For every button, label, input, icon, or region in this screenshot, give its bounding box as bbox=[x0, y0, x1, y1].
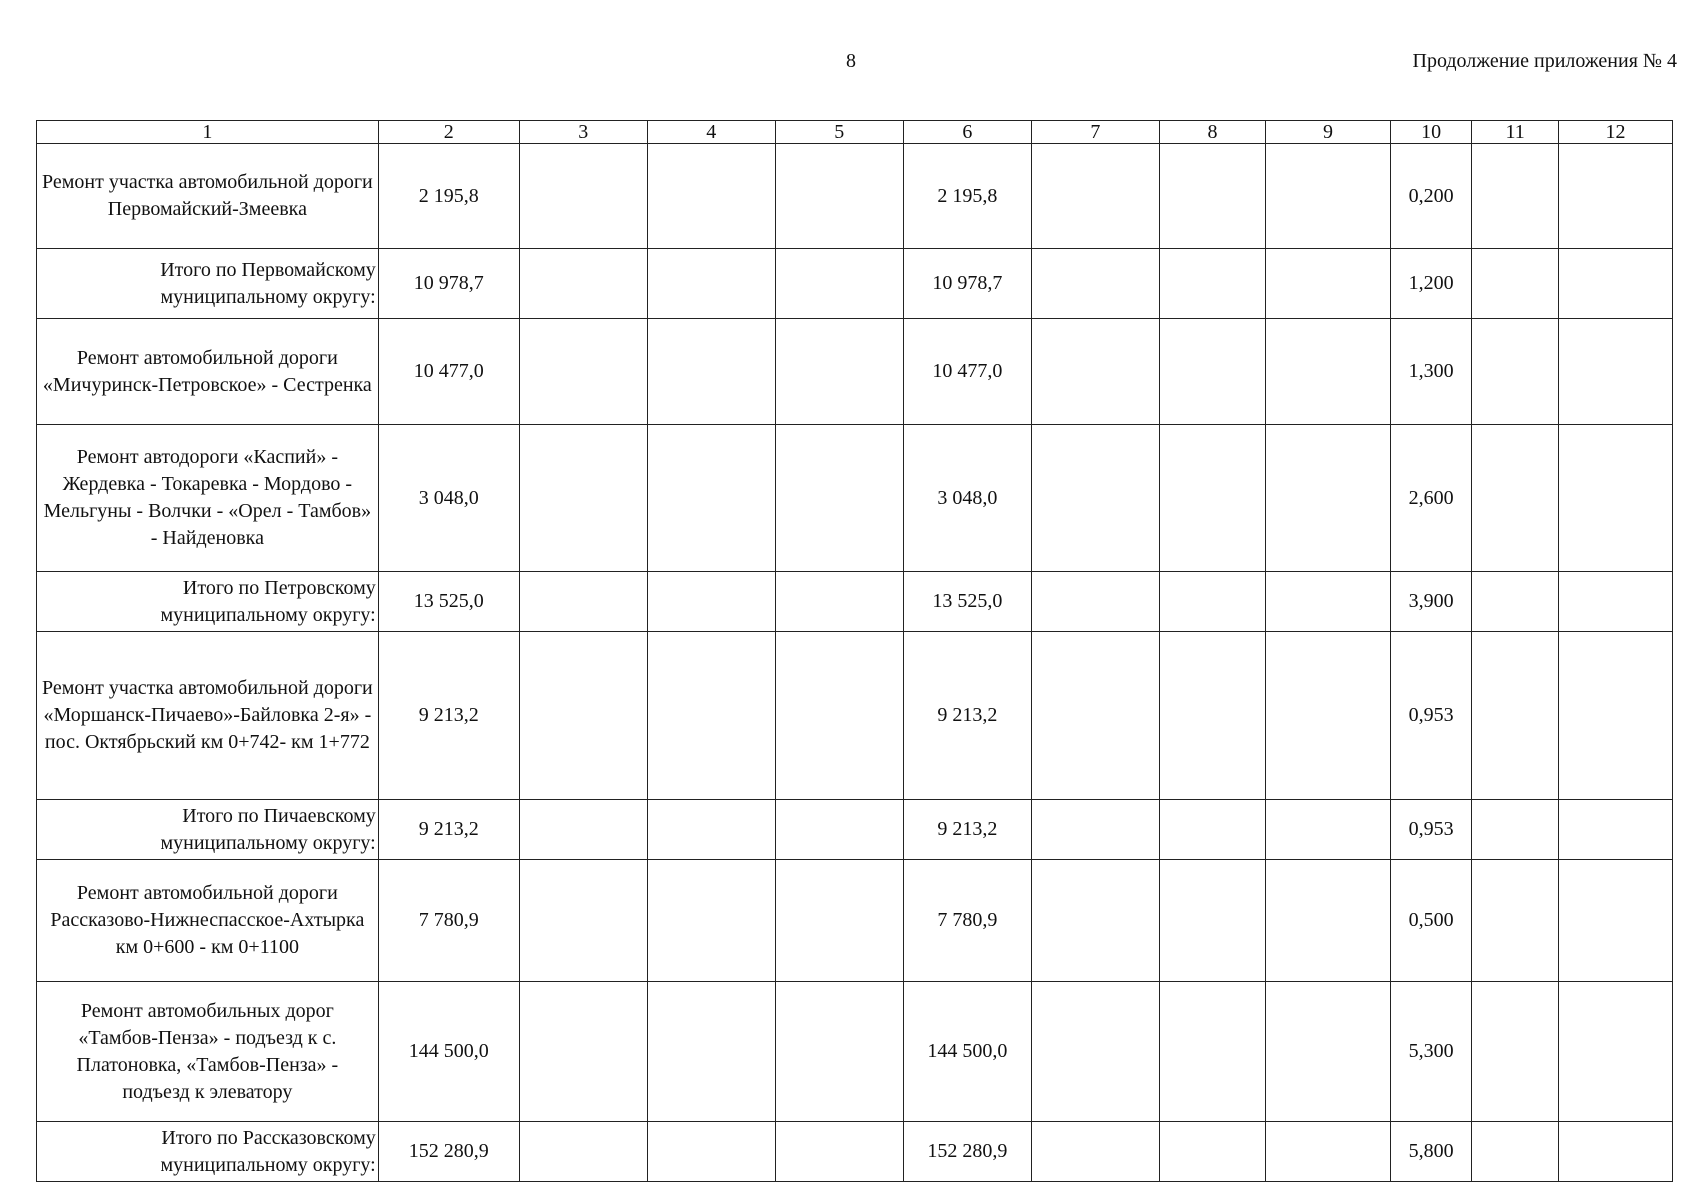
regional-budget-cell: 152 280,9 bbox=[903, 1122, 1031, 1182]
column-header-row bbox=[37, 121, 1673, 144]
road-name-cell: Ремонт участка автомобильной дороги Первомайский-Змеевка bbox=[37, 144, 379, 249]
table-row bbox=[37, 632, 1673, 800]
total-cost-cell: 3 048,0 bbox=[378, 425, 519, 572]
total-cost-cell: 13 525,0 bbox=[378, 572, 519, 632]
regional-budget-cell: 144 500,0 bbox=[903, 982, 1031, 1122]
regional-budget-cell: 13 525,0 bbox=[903, 572, 1031, 632]
total-cost-cell: 7 780,9 bbox=[378, 860, 519, 982]
table-row-subtotal bbox=[37, 800, 1673, 860]
table-row-subtotal bbox=[37, 249, 1673, 319]
table-row-subtotal bbox=[37, 572, 1673, 632]
subtotal-name-cell: Итого по Первомайскому муниципальному округу: bbox=[37, 249, 379, 319]
appendix-note: Продолжение приложения № 4 bbox=[1412, 50, 1677, 72]
regional-budget-cell: 10 978,7 bbox=[903, 249, 1031, 319]
table-row bbox=[37, 425, 1673, 572]
data-table bbox=[36, 120, 1673, 1182]
column-header: 4 bbox=[647, 121, 775, 144]
column-header: 7 bbox=[1031, 121, 1159, 144]
length-km-cell: 0,953 bbox=[1390, 800, 1471, 860]
column-header: 6 bbox=[903, 121, 1031, 144]
regional-budget-cell: 2 195,8 bbox=[903, 144, 1031, 249]
table-row-subtotal bbox=[37, 1122, 1673, 1182]
table-row bbox=[37, 319, 1673, 425]
subtotal-name-cell: Итого по Петровскому муниципальному округу: bbox=[37, 572, 379, 632]
column-header: 1 bbox=[37, 121, 379, 144]
column-header: 12 bbox=[1559, 121, 1673, 144]
table-row bbox=[37, 144, 1673, 249]
total-cost-cell: 144 500,0 bbox=[378, 982, 519, 1122]
length-km-cell: 3,900 bbox=[1390, 572, 1471, 632]
road-name-cell: Ремонт автомобильной дороги Рассказово-Нижнеспасское-Ахтырка км 0+600 - км 0+1100 bbox=[37, 860, 379, 982]
column-header: 5 bbox=[775, 121, 903, 144]
length-km-cell: 5,300 bbox=[1390, 982, 1471, 1122]
column-header: 8 bbox=[1159, 121, 1265, 144]
total-cost-cell: 9 213,2 bbox=[378, 800, 519, 860]
regional-budget-cell: 10 477,0 bbox=[903, 319, 1031, 425]
page-number: 8 bbox=[846, 50, 856, 72]
column-header: 3 bbox=[519, 121, 647, 144]
length-km-cell: 1,300 bbox=[1390, 319, 1471, 425]
table-row bbox=[37, 860, 1673, 982]
total-cost-cell: 10 477,0 bbox=[378, 319, 519, 425]
subtotal-name-cell: Итого по Рассказовскому муниципальному округу: bbox=[37, 1122, 379, 1182]
road-name-cell: Ремонт автодороги «Каспий» - Жердевка - Токаревка - Мордово - Мельгуны - Волчки - «Орел - Тамбов» - Найденовка bbox=[37, 425, 379, 572]
column-header: 9 bbox=[1266, 121, 1391, 144]
regional-budget-cell: 9 213,2 bbox=[903, 800, 1031, 860]
column-header: 2 bbox=[378, 121, 519, 144]
column-header: 10 bbox=[1390, 121, 1471, 144]
road-name-cell: Ремонт автомобильных дорог «Тамбов-Пенза» - подъезд к с. Платоновка, «Тамбов-Пенза» - подъезд к элеватору bbox=[37, 982, 379, 1122]
total-cost-cell: 9 213,2 bbox=[378, 632, 519, 800]
length-km-cell: 0,953 bbox=[1390, 632, 1471, 800]
length-km-cell: 1,200 bbox=[1390, 249, 1471, 319]
total-cost-cell: 10 978,7 bbox=[378, 249, 519, 319]
length-km-cell: 0,200 bbox=[1390, 144, 1471, 249]
regional-budget-cell: 9 213,2 bbox=[903, 632, 1031, 800]
length-km-cell: 2,600 bbox=[1390, 425, 1471, 572]
table-row bbox=[37, 982, 1673, 1122]
length-km-cell: 0,500 bbox=[1390, 860, 1471, 982]
road-name-cell: Ремонт автомобильной дороги «Мичуринск-Петровское» - Сестренка bbox=[37, 319, 379, 425]
total-cost-cell: 2 195,8 bbox=[378, 144, 519, 249]
subtotal-name-cell: Итого по Пичаевскому муниципальному округу: bbox=[37, 800, 379, 860]
column-header: 11 bbox=[1472, 121, 1559, 144]
road-name-cell: Ремонт участка автомобильной дороги «Моршанск-Пичаево»-Байловка 2-я» - пос. Октябрьский км 0+742- км 1+772 bbox=[37, 632, 379, 800]
regional-budget-cell: 3 048,0 bbox=[903, 425, 1031, 572]
length-km-cell: 5,800 bbox=[1390, 1122, 1471, 1182]
total-cost-cell: 152 280,9 bbox=[378, 1122, 519, 1182]
regional-budget-cell: 7 780,9 bbox=[903, 860, 1031, 982]
